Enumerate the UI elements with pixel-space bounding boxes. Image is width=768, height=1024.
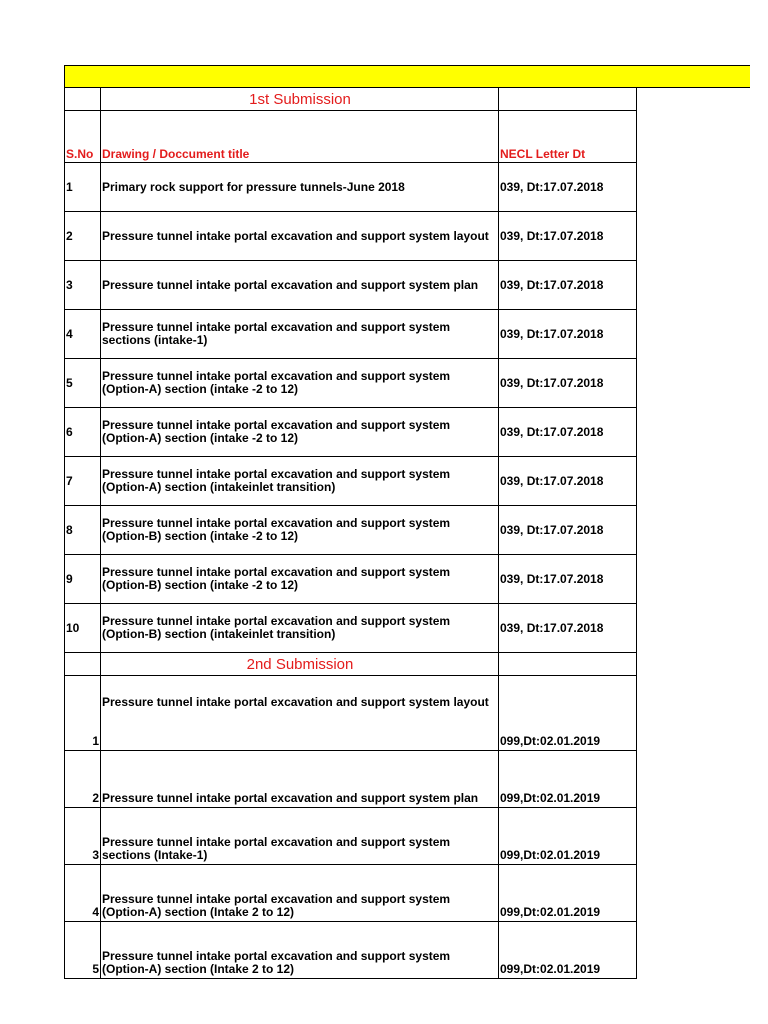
table-row <box>65 261 637 310</box>
row-letter: 099,Dt:02.01.2019 <box>499 808 637 865</box>
empty-cell <box>65 653 101 676</box>
row-title: Pressure tunnel intake portal excavation and support system layout <box>101 212 499 261</box>
row-title <box>101 808 499 865</box>
table-row <box>65 922 637 979</box>
row-sno: 2 <box>65 751 101 808</box>
section-row-second <box>65 653 637 676</box>
title-line-1: Pressure tunnel intake portal excavation and support system <box>102 369 451 383</box>
row-title <box>101 457 499 506</box>
row-title <box>101 408 499 457</box>
table-row <box>65 163 637 212</box>
row-letter: 039, Dt:17.07.2018 <box>499 163 637 212</box>
row-sno: 7 <box>65 457 101 506</box>
row-letter: 039, Dt:17.07.2018 <box>499 506 637 555</box>
header-sno: S.No <box>65 111 101 163</box>
title-line-2: (Option-B) section (intake -2 to 12) <box>102 578 299 592</box>
row-letter: 039, Dt:17.07.2018 <box>499 261 637 310</box>
table-row <box>65 808 637 865</box>
section-title-second: 2nd Submission <box>101 653 499 676</box>
row-letter: 039, Dt:17.07.2018 <box>499 555 637 604</box>
header-band-edge <box>64 65 65 88</box>
row-title: Pressure tunnel intake portal excavation and support system plan <box>101 261 499 310</box>
title-line-2: (Option-A) section (Intake 2 to 12) <box>102 962 295 976</box>
row-letter: 099,Dt:02.01.2019 <box>499 676 637 751</box>
title-line-2: (Option-B) section (intakeinlet transition) <box>102 627 336 641</box>
title-line-1: Pressure tunnel intake portal excavation and support system <box>102 614 451 628</box>
row-title <box>101 604 499 653</box>
row-title: Pressure tunnel intake portal excavation and support system plan <box>101 751 499 808</box>
title-line-2: sections (Intake-1) <box>102 848 208 862</box>
table-row <box>65 865 637 922</box>
row-sno: 5 <box>65 922 101 979</box>
table-row <box>65 310 637 359</box>
row-sno: 8 <box>65 506 101 555</box>
title-line-2: (Option-A) section (intake -2 to 12) <box>102 431 299 445</box>
header-letter: NECL Letter Dt <box>499 111 637 163</box>
title-line-1: Pressure tunnel intake portal excavation and support system <box>102 516 451 530</box>
row-sno: 4 <box>65 310 101 359</box>
row-title: Primary rock support for pressure tunnels-June 2018 <box>101 163 499 212</box>
row-title <box>101 555 499 604</box>
title-line-2: (Option-A) section (intakeinlet transition) <box>102 480 336 494</box>
row-letter: 039, Dt:17.07.2018 <box>499 212 637 261</box>
row-title: Pressure tunnel intake portal excavation and support system layout <box>101 676 499 751</box>
row-sno: 1 <box>65 676 101 751</box>
table-row <box>65 506 637 555</box>
title-line-2: (Option-A) section (intake -2 to 12) <box>102 382 299 396</box>
row-sno: 2 <box>65 212 101 261</box>
table-row <box>65 676 637 751</box>
title-line-1: Pressure tunnel intake portal excavation and support system <box>102 835 451 849</box>
table-row <box>65 408 637 457</box>
row-sno: 3 <box>65 808 101 865</box>
row-title <box>101 922 499 979</box>
empty-cell <box>499 88 637 111</box>
row-sno: 9 <box>65 555 101 604</box>
row-title <box>101 865 499 922</box>
empty-cell <box>499 653 637 676</box>
table-row <box>65 751 637 808</box>
table-row <box>65 457 637 506</box>
row-title <box>101 310 499 359</box>
table-row <box>65 555 637 604</box>
row-letter: 039, Dt:17.07.2018 <box>499 457 637 506</box>
title-line-2: (Option-A) section (Intake 2 to 12) <box>102 905 295 919</box>
row-sno: 4 <box>65 865 101 922</box>
row-letter: 039, Dt:17.07.2018 <box>499 604 637 653</box>
row-sno: 6 <box>65 408 101 457</box>
title-line-1: Pressure tunnel intake portal excavation and support system <box>102 892 451 906</box>
table-row <box>65 212 637 261</box>
header-highlight-band <box>64 65 750 88</box>
row-letter: 039, Dt:17.07.2018 <box>499 408 637 457</box>
title-line-2: sections (intake-1) <box>102 333 208 347</box>
title-line-2: (Option-B) section (intake -2 to 12) <box>102 529 299 543</box>
header-title: Drawing / Doccument title <box>101 111 499 163</box>
title-line-1: Pressure tunnel intake portal excavation and support system <box>102 565 451 579</box>
section-row-first <box>65 88 637 111</box>
row-sno: 5 <box>65 359 101 408</box>
row-letter: 099,Dt:02.01.2019 <box>499 865 637 922</box>
table-row <box>65 359 637 408</box>
table-row <box>65 604 637 653</box>
row-sno: 1 <box>65 163 101 212</box>
row-title <box>101 359 499 408</box>
row-title <box>101 506 499 555</box>
drawing-submission-table <box>64 87 637 979</box>
row-letter: 039, Dt:17.07.2018 <box>499 359 637 408</box>
row-letter: 099,Dt:02.01.2019 <box>499 922 637 979</box>
row-sno: 10 <box>65 604 101 653</box>
section-title-first: 1st Submission <box>101 88 499 111</box>
column-header-row <box>65 111 637 163</box>
title-line-1: Pressure tunnel intake portal excavation and support system <box>102 320 451 334</box>
empty-cell <box>65 88 101 111</box>
row-sno: 3 <box>65 261 101 310</box>
title-line-1: Pressure tunnel intake portal excavation and support system <box>102 949 451 963</box>
row-letter: 039, Dt:17.07.2018 <box>499 310 637 359</box>
title-line-1: Pressure tunnel intake portal excavation and support system <box>102 418 451 432</box>
row-letter: 099,Dt:02.01.2019 <box>499 751 637 808</box>
title-line-1: Pressure tunnel intake portal excavation and support system <box>102 467 451 481</box>
